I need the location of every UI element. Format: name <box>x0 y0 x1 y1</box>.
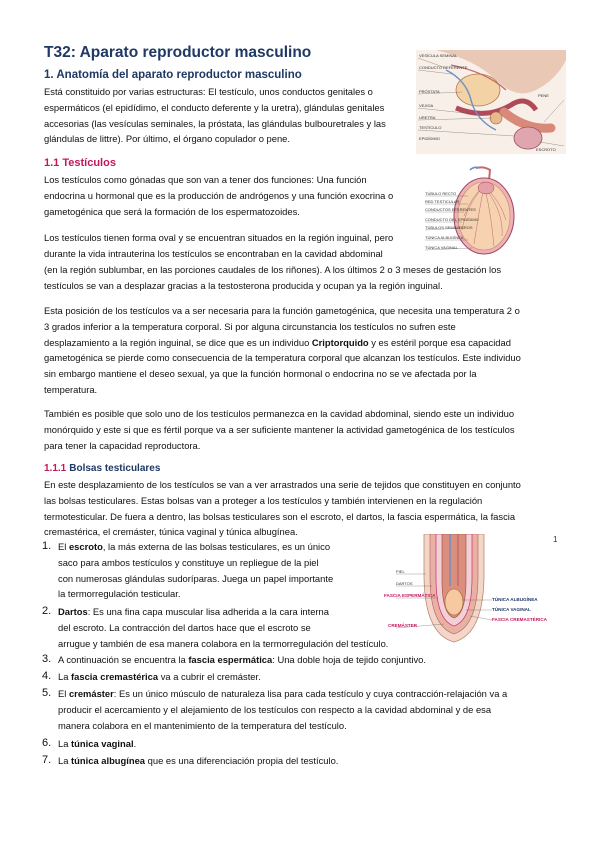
text-line: accesorias (las vesículas seminales, la próstata, las glándulas bulbouretrales y las <box>44 117 386 129</box>
figure-label: TÚBULO RECTO <box>425 191 457 196</box>
text-line: glándulas de littre). Por último, el órgano copulador o pene. <box>44 133 290 145</box>
list-number: 3. <box>42 653 52 665</box>
figure-label: FASCIA ESPERMÁTICA <box>384 593 436 598</box>
term-escroto: escroto <box>68 541 103 552</box>
text-fragment: : Es una fina capa muscular lisa adherida a la cara interna <box>87 606 329 617</box>
page-title: T32: Aparato reproductor masculino <box>44 44 312 61</box>
term-dartos: Dartos <box>58 606 88 617</box>
list-item <box>42 686 558 733</box>
text-fragment: El <box>58 688 69 699</box>
text-fragment: . <box>133 738 137 749</box>
text-line: arrugue y también de esa manera colabora en la termorregulación del testículo. <box>58 638 389 649</box>
figure-label: VESÍCULA SEMINAL <box>419 53 458 58</box>
text-line: También es posible que solo uno de los testículos permanezca en la cavidad abdominal, siendo este un individuo <box>44 408 515 419</box>
text-fragment: : Una doble hoja de tejido conjuntivo. <box>272 654 426 665</box>
text-fragment: : Es un único músculo de naturaleza lisa para cada testículo y cuya contracción-relajación va a <box>113 688 508 699</box>
testicles-paragraph-4 <box>44 406 558 453</box>
text-line: endocrina u hormonal que es la producción de andrógenos y una función exocrina o <box>44 189 394 201</box>
text-line <box>58 686 558 702</box>
figure-label: DARTOS <box>396 581 413 586</box>
list-number: 6. <box>42 737 52 749</box>
text-line: manera colabora en el mantenimiento de la temperatura del testículo. <box>58 719 347 731</box>
text-line <box>44 335 558 351</box>
list-item <box>42 736 558 752</box>
text-line: En este desplazamiento de los testículos se van a ver arrastrados una serie de tejidos que constituyen en conjunto <box>44 479 521 490</box>
testicles-paragraph-1 <box>44 172 416 219</box>
term-tunica-albuginea: túnica albugínea <box>71 755 146 766</box>
text-fragment: La <box>58 755 72 766</box>
figure-label: VEJIGA <box>419 103 434 108</box>
text-line <box>58 539 380 555</box>
text-line: para tener la capacidad reproductora. <box>44 439 201 451</box>
figure-label: FASCIA CREMASTÉRICA <box>492 617 547 622</box>
section-1-1-heading: 1.1 Testículos <box>44 157 116 169</box>
bolsas-intro <box>44 477 558 540</box>
scrotal-layers-illustration <box>384 534 552 646</box>
figure-label: EPIDÍDIMO <box>419 136 440 141</box>
figure-label: CONDUCTOS EFERENTES <box>425 207 476 212</box>
text-fragment: y es estéril porque esa capacidad <box>368 336 511 348</box>
text-line: (en la región sublumbar, en las porciones caudales de los riñones). A los últimos 2 o 3 meses de gestación los <box>44 264 502 275</box>
list-item <box>42 753 558 769</box>
text-line <box>58 669 558 685</box>
figure-label: CONDUCTO DEL EPIDÍDIMO <box>425 217 479 222</box>
text-line: cremastérica, el cremáster, túnica vaginal y túnica albugínea. <box>44 526 298 538</box>
figure-reproductive-tract <box>416 50 566 154</box>
figure-label: CONDUCTO DEFERENTE <box>419 65 468 70</box>
list-number: 7. <box>42 754 52 766</box>
figure-label: TÚNICA VAGINAL <box>492 607 531 612</box>
figure-label: TÚNICA ALBUGÍNEA <box>492 597 538 602</box>
text-fragment: El <box>58 541 69 552</box>
section-1-1-1-heading <box>44 463 160 474</box>
term-fascia-cremasterica: fascia cremastérica <box>71 671 159 682</box>
text-line: producir el acercamiento y el alejamiento de los testículos con respecto a la cavidad abdominal y de esa <box>58 703 492 715</box>
section-number: 1.1.1 <box>44 463 67 474</box>
figure-label: TÚBULOS SEMINÍFEROS <box>425 225 473 230</box>
text-line: gametogénica que será la formación de los espermatozoides. <box>44 205 300 217</box>
figure-label: ESCROTO <box>536 147 556 152</box>
figure-label: URETRA <box>419 115 436 120</box>
figure-label: PRÓSTATA <box>419 89 440 94</box>
text-line: Los testículos tienen forma oval y se encuentran situados en la región inguinal, pero <box>44 232 394 243</box>
list-number: 5. <box>42 687 52 699</box>
text-line: la termorregulación testicular. <box>58 588 181 600</box>
text-line: testículos se van a desplazar gracias a la testosterona producida y ocupan ya la región inguinal. <box>44 279 443 291</box>
text-fragment: va a cubrir el cremáster. <box>158 671 261 682</box>
reproductive-tract-illustration <box>416 50 566 154</box>
text-line: las bolsas testiculares. Estas bolsas van a proteger a los testículos y también intervienen en la regulación <box>44 494 483 506</box>
text-line: gametogénica se pierde como consecuencia de la temperatura corporal que alcanzan los testículos. Este individuo <box>44 352 521 364</box>
text-line: 3 grados inferior a la temperatura corporal. Si por alguna circunstancia los testículos no sufren este <box>44 320 456 332</box>
text-line: saco para ambos testículos y constituye un repliegue de la piel <box>58 556 319 568</box>
text-line <box>58 753 558 769</box>
text-fragment: que es una diferenciación propia del testículo. <box>145 755 339 766</box>
testicles-paragraph-2-full <box>44 262 558 294</box>
figure-label: RED TESTICULAR <box>425 199 460 204</box>
figure-label: PENE <box>538 93 549 98</box>
text-line <box>58 604 380 620</box>
list-item <box>42 652 558 668</box>
figure-label: TÚNICA VAGINAL <box>425 245 458 250</box>
figure-label: TÚNICA ALBUGÍNEA <box>425 235 464 240</box>
section-1-intro <box>44 84 413 147</box>
list-number: 2. <box>42 605 52 617</box>
figure-label: CREMÁSTER <box>388 623 418 628</box>
text-line: monórquido y este si que es fértil porque va a ser suficiente mantener la actividad gametogénica de los testículos <box>44 423 515 435</box>
term-cremaster: cremáster <box>68 688 114 699</box>
page-mark: 1 <box>553 535 558 544</box>
text-line: temperatura. <box>44 383 98 395</box>
text-line: Los testículos como gónadas que son van a tener dos funciones: Una función <box>44 174 367 185</box>
text-fragment: , la más externa de las bolsas testiculares, es un único <box>102 541 331 552</box>
list-number: 4. <box>42 670 52 682</box>
list-item-continuation <box>58 636 558 652</box>
text-fragment: La <box>58 738 72 749</box>
figure-scrotal-layers <box>384 534 552 646</box>
testicles-paragraph-2 <box>44 230 418 262</box>
list-item <box>42 539 380 602</box>
text-line: con numerosas glándulas sudoríparas. Juega un papel importante <box>58 572 334 584</box>
text-fragment: La <box>58 671 72 682</box>
text-line: espermáticos (el epidídimo, el conducto deferente y la uretra), glándulas genitales <box>44 101 385 113</box>
section-title: Bolsas testiculares <box>69 463 161 474</box>
list-number: 1. <box>42 540 52 552</box>
text-line <box>58 736 558 752</box>
testicles-paragraph-3 <box>44 303 558 398</box>
term-tunica-vaginal: túnica vaginal <box>71 738 134 749</box>
figure-testis-section <box>424 166 520 258</box>
section-1-heading: 1. Anatomía del aparato reproductor masculino <box>44 69 302 81</box>
text-line: Está constituido por varias estructuras: El testículo, unos conductos genitales o <box>44 86 373 97</box>
term-criptorquido: Criptorquido <box>311 336 369 348</box>
text-line: durante la vida intrauterina los testículos se encontraban en la cavidad abdominal <box>44 247 383 259</box>
text-line: del escroto. La contracción del dartos hace que el escroto se <box>58 621 311 633</box>
figure-label: TESTÍCULO <box>419 125 442 130</box>
text-fragment: A continuación se encuentra la <box>58 654 189 665</box>
term-fascia-espermatica: fascia espermática <box>188 654 273 665</box>
text-fragment: desplazamiento a la región inguinal, se dice que es un individuo <box>44 336 312 348</box>
list-item <box>42 669 558 685</box>
testis-section-illustration <box>424 166 520 258</box>
list-item <box>42 604 380 636</box>
text-line <box>58 652 558 668</box>
text-line: sin embargo mantiene el deseo sexual, ya que la función hormonal o endocrina no se ve afectada por la <box>44 368 477 380</box>
figure-label: PIEL <box>396 569 405 574</box>
text-line: Esta posición de los testículos va a ser necesaria para la función gametogénica, que necesita una temperatura 2 o <box>44 305 520 316</box>
text-line: termotesticular. De fuera a dentro, las bolsas testiculares son el escroto, el dartos, la fascia espermática, la fascia <box>44 510 516 522</box>
